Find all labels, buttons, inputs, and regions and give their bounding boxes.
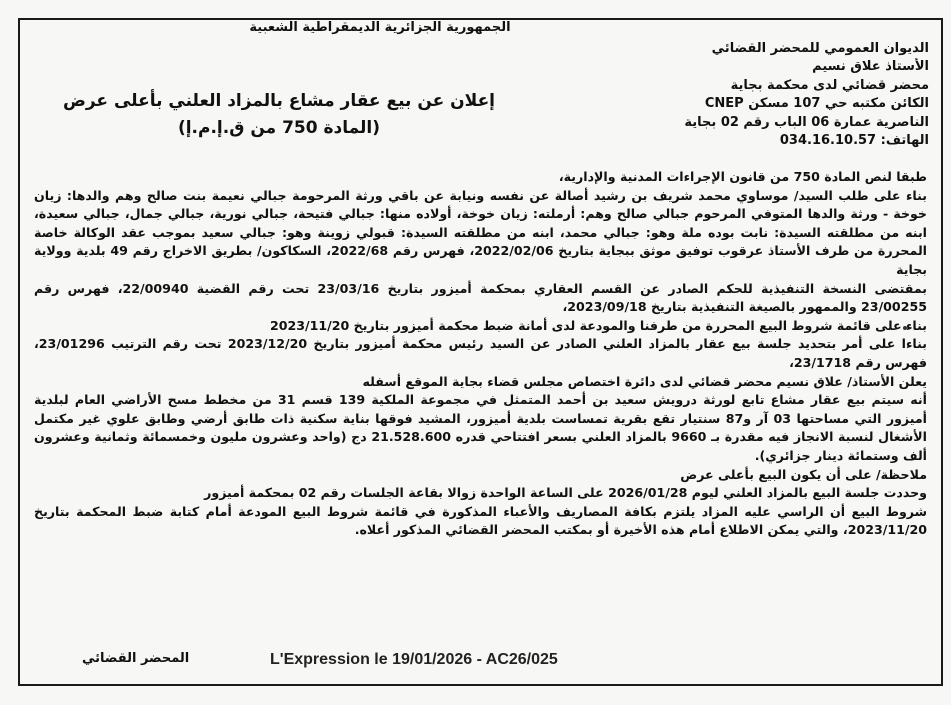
notice-title-block — [34, 88, 524, 142]
notice-title: إعلان عن بيع عقار مشاع بالمزاد العلني بأعلى عرض — [62, 91, 496, 111]
body-paragraph: يعلن الأستاذ/ علاق نسيم محضر قضائي لدى دائرة اختصاص مجلس قضاء بجاية الموقع أسفله — [362, 373, 927, 389]
notice-article: (المادة 750 من ق.إ.م.إ) — [177, 118, 381, 138]
body-paragraph: بناء على قائمة شروط البيع المحررة من طرفنا والمودعة لدى أمانة ضبط محكمة أميزور بتاريخ 2023/11/20 — [269, 317, 927, 333]
body-paragraph: بناء على طلب السيد/ موساوي محمد شريف بن رشيد أصالة عن نفسه ونيابة عن باقي ورثة المرحومة جبالي نعيمة بنت صالح وهم والدها: زيان خوخة - ورثة والدها المتوفي المرحوم جبالي صالح وهم: أرملته: زيان خوخة، أولاده منها: جبالي فتيحة، جبالي نورية، جبالي جمال، جبالي سعيدة، ابنه من مطلقته السيدة: نابت بوده ملة وهو: جبالي محمد، ابنه من مطلقته السيدة: قبولي زوينة وهو: جبالي سعيد بموجب عقد الوكالة خاصة المحررة من طرف الأستاذ عرقوب توفيق موثق ببجاية بتاريخ 2022/02/06، فهرس رقم 2022/68، السكاكون/ بطريق الاخراج رقم 49 بلدية وولاية بجاية — [34, 187, 927, 277]
publication-caption: L'Expression le 19/01/2026 - AC26/025 — [270, 651, 558, 668]
bailiff-signature: المحضر القضائي — [82, 651, 190, 666]
office-line: الأستاذ علاق نسيم — [812, 59, 929, 75]
bailiff-office-block — [629, 40, 929, 150]
office-phone: الهاتف: 034.16.10.57 — [779, 133, 929, 149]
office-line: الكائن مكتبه حي 107 مسكن CNEP — [704, 96, 929, 112]
body-paragraph: طبقا لنص المادة 750 من قانون الإجراءات المدنية والإدارية، — [558, 169, 927, 184]
body-paragraph: بمقتضى النسخة التنفيذية للحكم الصادر عن القسم العقاري بمحكمة أميزور بتاريخ 23/03/16 تحت رقم القضية 22/00940، فهرس رقم 23/00255 والممهور بالصيغة التنفيذية بتاريخ 2023/09/18، — [34, 280, 927, 315]
office-line: الناصرية عمارة 06 الباب رقم 02 بجاية — [684, 114, 929, 130]
body-paragraph: شروط البيع أن الراسي عليه المزاد يلتزم بكافة المصاريف والأعباء المذكورة في قائمة شروط البيع المودعة أمام كتابة ضبط المحكمة بتاريخ 2023/11/20، والتي يمكن الاطلاع أمام هذه الأخيرة أو بمكتب المحضر القضائي المذكور أعلاه. — [34, 503, 927, 538]
office-line: محضر قضائي لدى محكمة بجاية — [730, 77, 929, 93]
body-paragraph: وحددت جلسة البيع بالمزاد العلني ليوم 2026/01/28 على الساعة الواحدة زوالا بقاعة الجلسات رقم 02 بمحكمة أميزور — [204, 485, 927, 501]
body-paragraph: بناءا على أمر بتحديد جلسة بيع عقار بالمزاد العلني الصادر عن السيد رئيس محكمة أميزور بتاريخ 2023/12/20 تحت رقم الترتيب 23/01296، فهرس رقم 23/1718، — [34, 336, 927, 370]
body-paragraph: ملاحظة/ على أن يكون البيع بأعلى عرض — [680, 466, 927, 482]
notice-body — [34, 168, 927, 540]
office-line: الديوان العمومي للمحضر القضائي — [711, 41, 929, 56]
body-paragraph: أنه سيتم بيع عقار مشاع تابع لورثة درويش سعيد بن أحمد المتمثل في مجموعة الملكية 139 قسم 31 من مخطط مسح الأراضي العام لبلدية أميزور التي مساحتها 03 آر و87 سنتيار تقع بقرية تمساست بلدية أميزور، المشيد فوقها بناية سكنية ذات طابق أرضي وطابق علوي غير مكتمل الأشغال لنسبة الانجاز فيه مقدرة بـ 9660 بالمزاد العلني بسعر افتتاحي قدره 21.528.600 دج (واحد وعشرون مليون وخمسمائة وثمانية وعشرون ألف وستمائة دينار جزائري). — [34, 392, 927, 463]
republic-heading: الجمهورية الجزائرية الديمقراطية الشعبية — [249, 20, 511, 35]
